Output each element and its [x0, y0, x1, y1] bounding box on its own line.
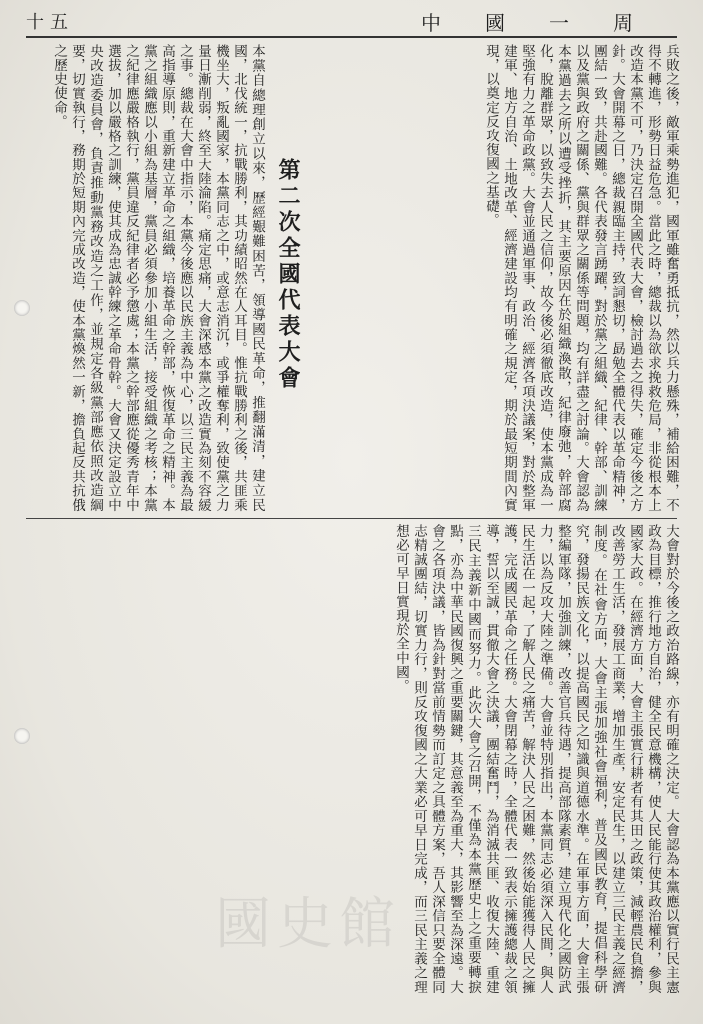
- article-column-top-left: 本黨自總理創立以來，歷經艱難困苦，領導國民革命，推翻滿清，建立民國，北伐統一，抗戰勝利，其功績昭然在人耳目。惟抗戰勝利之後，共匪乘機坐大，叛亂國家，本黨同志之中，或意志消沉，或爭權奪利，致使黨之力量日漸削弱，終至大陸淪陷。痛定思痛，大會深感本黨之改造實為刻不容緩之事。總裁在大會中指示，本黨今後應以民族主義為中心，以三民主義為最高指導原則，重新建立革命之組織，培養革命之幹部，恢復革命之精神。本黨之組織應以小組為基層，黨員必須參加小組生活，接受組織之考核；本黨之紀律應嚴格執行，黨員違反紀律者必予懲處；本黨之幹部應從優秀青年中選拔，加以嚴格之訓練，使其成為忠誠幹練之革命骨幹。大會又決定設立中央改造委員會，負責推動黨務改造之工作，並規定各級黨部應依照改造綱要，切實執行，務期於短期內完成改造，使本黨煥然一新，擔負起反共抗俄之歷史使命。: [51, 44, 265, 512]
- page-header: [26, 6, 677, 38]
- publication-title: 中國一周: [421, 10, 677, 35]
- archive-watermark: 國史館: [215, 892, 401, 957]
- section-divider: [26, 518, 677, 519]
- article-column-top-right: 兵敗之後，敵軍乘勢進犯，國軍雖奮勇抵抗，然以兵力懸殊，補給困難，不得不轉進，形勢日益危急。當此之時，總裁以為欲求挽救危局，非從根本上改造本黨不可，乃決定召開全國代表大會，檢討過去之得失，確定今後之方針。大會開幕之日，總裁親臨主持，致詞懇切，勗勉全體代表以革命精神，團結一致，共赴國難。各代表發言踴躍，對於黨之組織、紀律、幹部、訓練以及黨與政府之關係、黨與群眾之關係等問題，均有詳盡之討論。大會認為本黨過去之所以遭受挫折，其主要原因在於組織渙散，紀律廢弛，幹部腐化，脫離群眾，以致失去人民之信仰，故今後必須徹底改造，使本黨成為一堅強有力之革命政黨。大會並通過軍事、政治、經濟各項決議案，對於整軍建軍、地方自治、土地改革、經濟建設均有明確之規定，期於最短期間內實現，以奠定反攻復國之基礎。: [483, 44, 679, 512]
- punch-hole-bottom: [14, 728, 30, 744]
- article-column-bottom: 大會對於今後之政治路線，亦有明確之決定。大會認為本黨應以實行民主憲政為目標，推行地方自治，健全民意機構，使人民能行使其政治權利，參與國家大政。在經濟方面，大會主張實行耕者有其田之政策，減輕農民負擔，改善勞工生活，發展工商業，增加生產，安定民生，以建立三民主義之經濟制度。在社會方面，大會主張加強社會福利，普及國民教育，提倡科學研究，發揚民族文化，以提高國民之知識與道德水準。在軍事方面，大會主張整編軍隊，加強訓練，改善官兵待遇，提高部隊素質，建立現代化之國防武力，以為反攻大陸之準備。大會並特別指出，本黨同志必須深入民間，與人民生活在一起，了解人民之痛苦，解決人民之困難，然後始能獲得人民之擁護，完成國民革命之任務。大會閉幕之時，全體代表一致表示擁護總裁之領導，誓以至誠，貫徹大會之決議，團結奮鬥，為消滅共匪、收復大陸、重建三民主義新中國而努力。此次大會之召開，不僅為本黨歷史上之重要轉捩點，亦為中華民國復興之重要關鍵，其意義至為重大，其影響至為深遠。大會之各項決議，皆為針對當前情勢而訂定之具體方案，吾人深信只要全體同志精誠團結，切實力行，則反攻復國之大業必可早日完成，而三民主義之理想必可早日實現於全中國。: [393, 524, 679, 994]
- punch-hole-top: [14, 300, 30, 316]
- page-number: 十五: [26, 12, 74, 33]
- article-title: 第二次全國代表大會: [275, 158, 301, 392]
